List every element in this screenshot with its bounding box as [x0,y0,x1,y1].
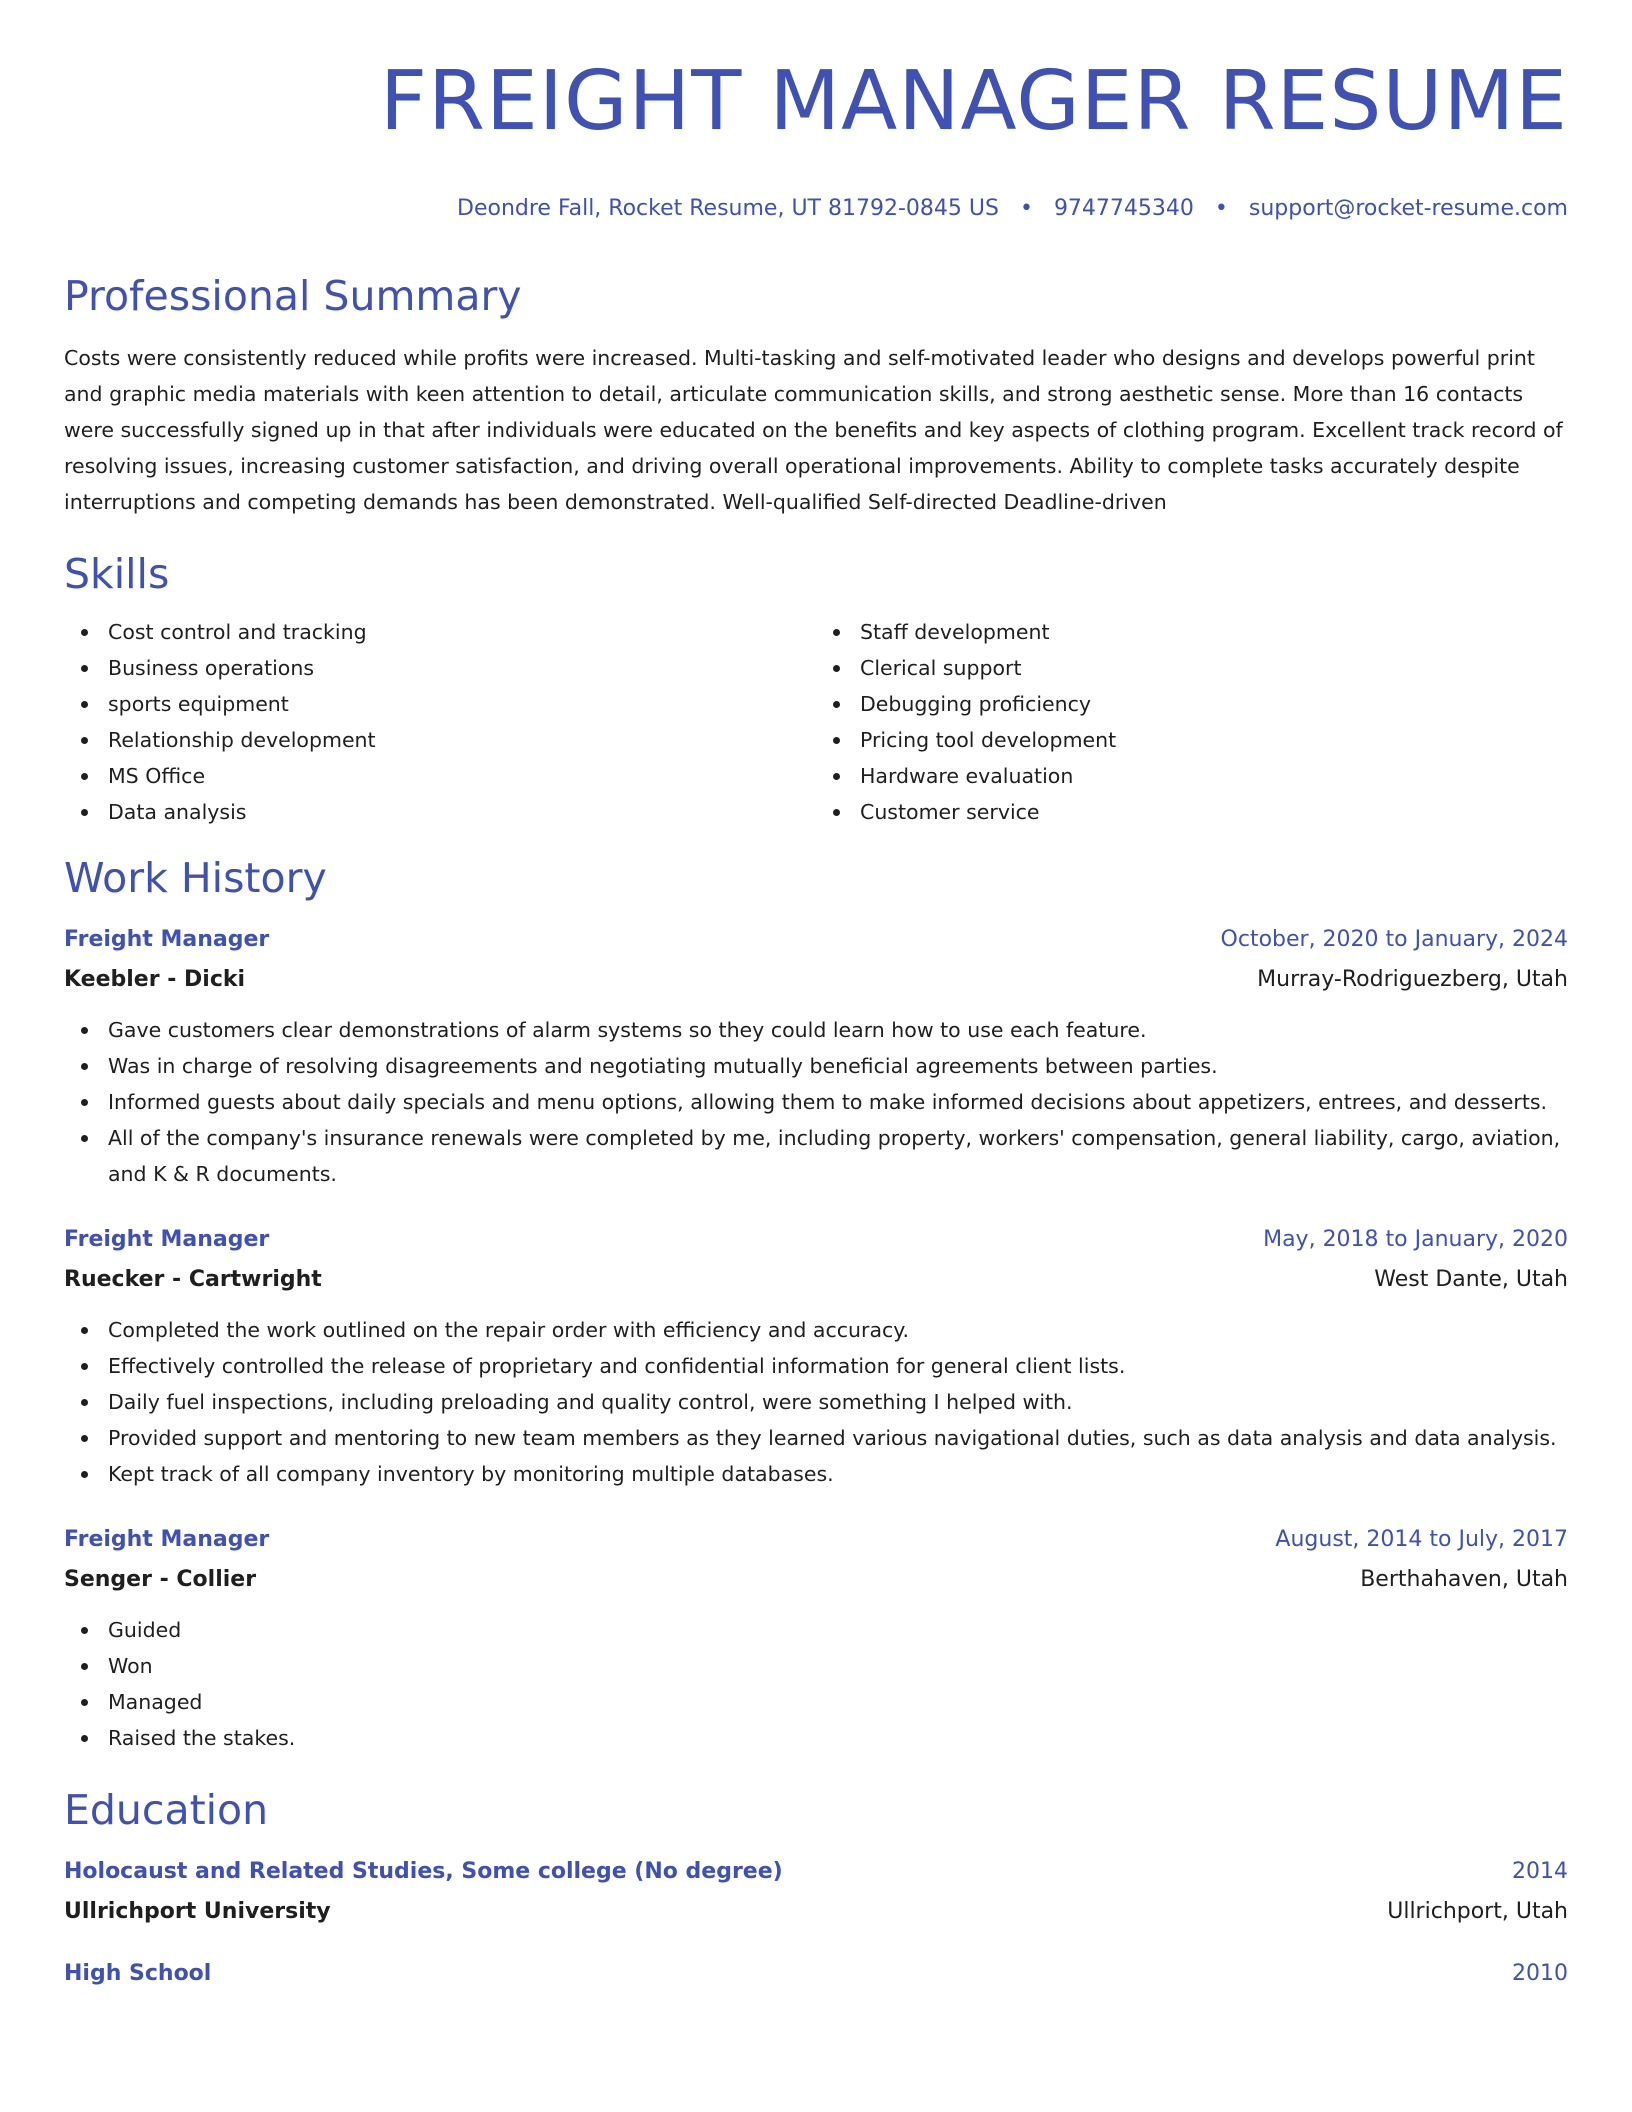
job-bullet: Won [108,1648,1568,1684]
education-degree: High School [64,1961,212,1986]
skill-item: Business operations [108,650,816,686]
job-company-row [64,1260,1568,1300]
job-bullet: Guided [108,1612,1568,1648]
education-degree-row [64,1954,1568,1994]
education-location: Ullrichport, Utah [1387,1899,1568,1924]
job-bullet: Raised the stakes. [108,1720,1568,1756]
skill-item: Debugging proficiency [860,686,1568,722]
work-history-heading: Work History [64,854,327,902]
education-heading: Education [64,1786,269,1834]
job-bullet: All of the company's insurance renewals were completed by me, including property, workers' compensation, general liability, cargo, aviation, and K & R documents. [108,1120,1568,1192]
job-location: West Dante, Utah [1374,1267,1568,1292]
job-bullet: Completed the work outlined on the repair order with efficiency and accuracy. [108,1312,1568,1348]
skills-heading: Skills [64,550,170,598]
skill-item: Relationship development [108,722,816,758]
education-school-row [64,1892,1568,1932]
education-entry [64,1954,1568,1994]
summary-heading: Professional Summary [64,272,522,320]
job-bullet: Managed [108,1684,1568,1720]
job-location: Murray-Rodriguezberg, Utah [1257,967,1568,992]
job-company: Senger - Collier [64,1567,257,1592]
job-bullet: Gave customers clear demonstrations of alarm systems so they could learn how to use each feature. [108,1012,1568,1048]
skills-column-right [816,614,1568,830]
job-dates: October, 2020 to January, 2024 [1220,927,1568,952]
skills-list [64,614,1568,830]
job-bullet: Provided support and mentoring to new team members as they learned various navigational duties, such as data analysis and data analysis. [108,1420,1568,1456]
job-title-row [64,920,1568,960]
job-company: Keebler - Dicki [64,967,246,992]
contact-email: support@rocket-resume.com [1248,196,1568,221]
resume-header [64,52,1568,224]
job-title-row [64,1520,1568,1560]
job-dates: May, 2018 to January, 2020 [1263,1227,1568,1252]
skill-item: Cost control and tracking [108,614,816,650]
page-title: FREIGHT MANAGER RESUME [379,54,1568,149]
job-role: Freight Manager [64,1527,270,1552]
job-company: Ruecker - Cartwright [64,1267,322,1292]
contact-line [64,194,1568,224]
job-bullet: Informed guests about daily specials and menu options, allowing them to make informed decisions about appetizers, entrees, and desserts. [108,1084,1568,1120]
job-bullet: Effectively controlled the release of proprietary and confidential information for general client lists. [108,1348,1568,1384]
education-year: 2010 [1512,1961,1568,1986]
skill-item: Hardware evaluation [860,758,1568,794]
contact-phone: 9747745340 [1053,196,1194,221]
job-bullets [64,1612,1568,1756]
contact-separator: • [1019,196,1033,221]
skill-item: sports equipment [108,686,816,722]
contact-address: Deondre Fall, Rocket Resume, UT 81792-0845 US [457,196,999,221]
education-entry [64,1852,1568,1932]
job-role: Freight Manager [64,927,270,952]
skill-item: Staff development [860,614,1568,650]
job-bullet: Daily fuel inspections, including preloading and quality control, were something I helped with. [108,1384,1568,1420]
education-degree-row [64,1852,1568,1892]
skill-item: Pricing tool development [860,722,1568,758]
skill-item: MS Office [108,758,816,794]
job-dates: August, 2014 to July, 2017 [1275,1527,1568,1552]
job-bullet: Was in charge of resolving disagreements and negotiating mutually beneficial agreements between parties. [108,1048,1568,1084]
job-company-row [64,1560,1568,1600]
job-entry [64,1520,1568,1756]
job-bullets [64,1312,1568,1492]
job-bullets [64,1012,1568,1192]
education-school: Ullrichport University [64,1899,331,1924]
education-degree: Holocaust and Related Studies, Some college (No degree) [64,1859,783,1884]
skill-item: Clerical support [860,650,1568,686]
contact-separator: • [1214,196,1228,221]
job-company-row [64,960,1568,1000]
job-bullet: Kept track of all company inventory by monitoring multiple databases. [108,1456,1568,1492]
job-title-row [64,1220,1568,1260]
job-entry [64,1220,1568,1492]
skill-item: Customer service [860,794,1568,830]
job-role: Freight Manager [64,1227,270,1252]
skills-column-left [64,614,816,830]
skill-item: Data analysis [108,794,816,830]
education-year: 2014 [1512,1859,1568,1884]
summary-text: Costs were consistently reduced while profits were increased. Multi-tasking and self-motivated leader who designs and develops powerful print and graphic media materials with keen attention to detail, articulate communication skills, and strong aesthetic sense. More than 16 contacts were successfully signed up in that after individuals were educated on the benefits and key aspects of clothing program. Excellent track record of resolving issues, increasing customer satisfaction, and driving overall operational improvements. Ability to complete tasks accurately despite interruptions and competing demands has been demonstrated. Well-qualified Self-directed Deadline-driven [64,346,1563,514]
job-location: Berthahaven, Utah [1360,1567,1568,1592]
job-entry [64,920,1568,1192]
